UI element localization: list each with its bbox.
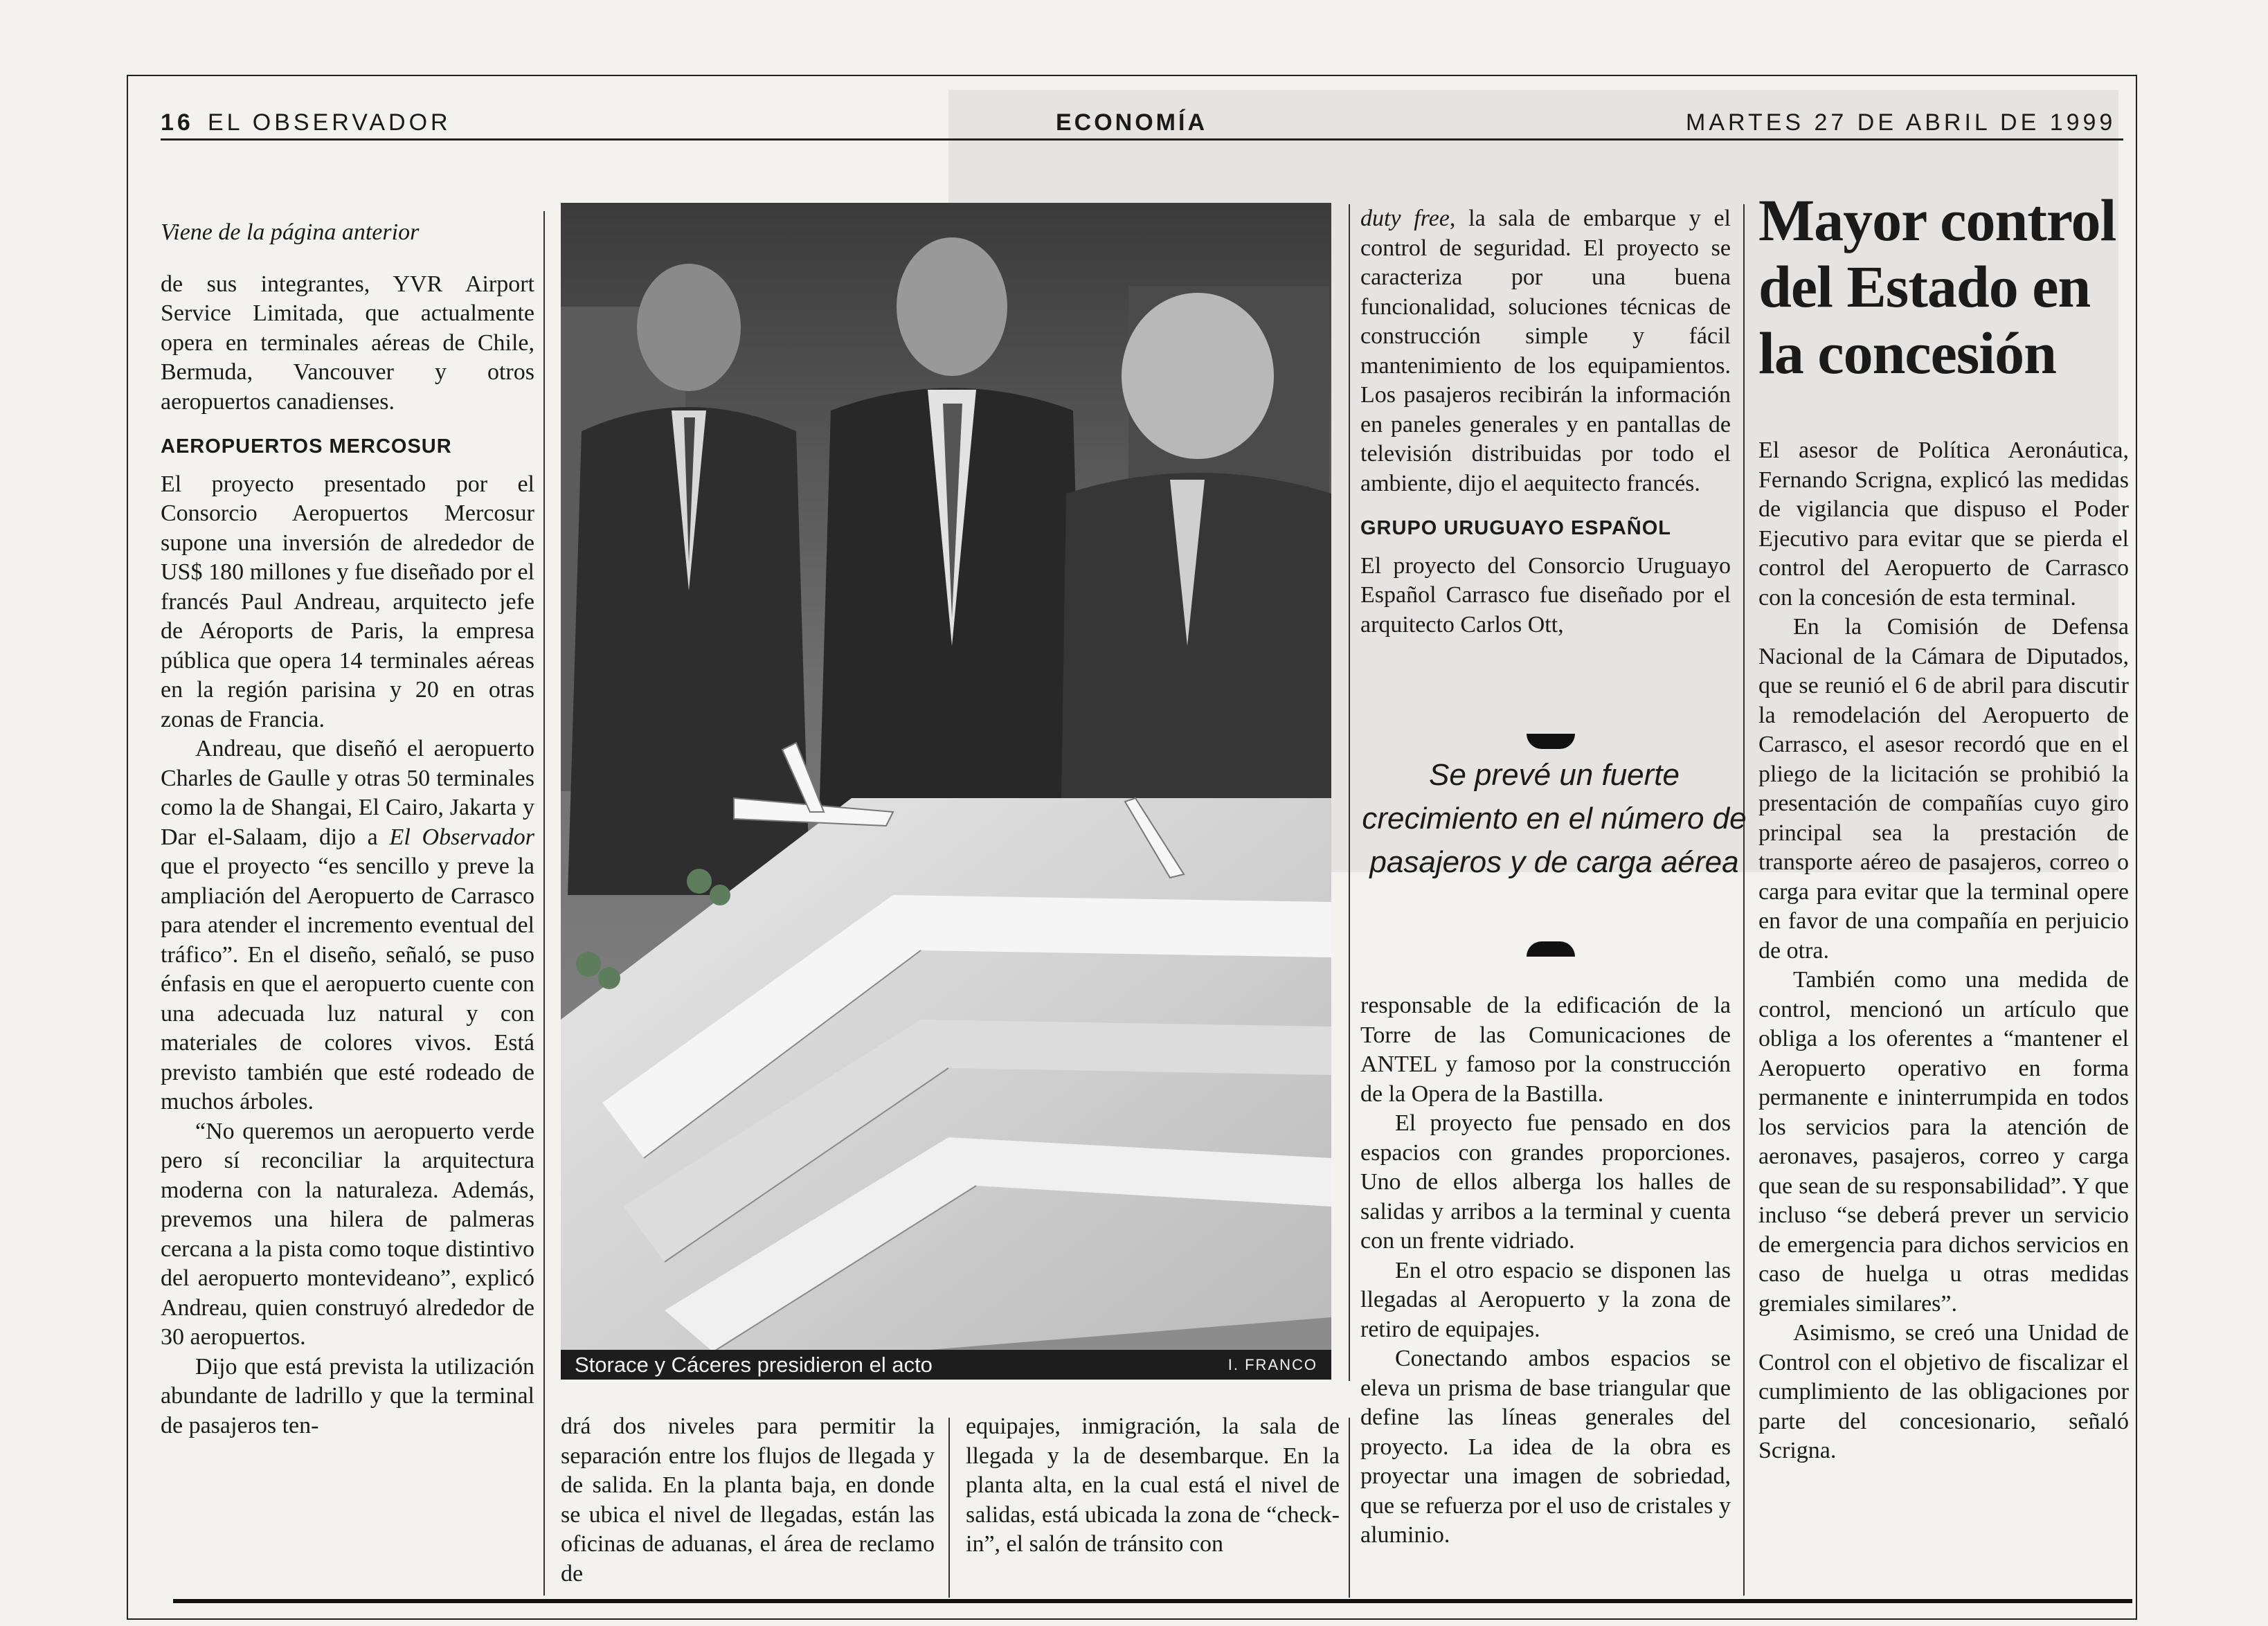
article-column-4-continued	[1360, 991, 1731, 1551]
paragraph: responsable de la edificación de la Torre de las Comunicaciones de ANTEL y famoso por la construcción de la Opera de la Bastilla.	[1360, 993, 1731, 1107]
paragraph: En el otro espacio se disponen las llegadas al Aeropuerto y la zona de retiro de equipajes.	[1360, 1257, 1731, 1342]
paragraph: Asimismo, se creó una Unidad de Control con el objetivo de fiscalizar el cumplimiento de las obligaciones por parte del concesionario, señaló Scrigna.	[1758, 1320, 2129, 1463]
column-rule	[1349, 204, 1350, 1381]
column-rule	[543, 211, 545, 1596]
article-column-4	[1360, 204, 1731, 640]
pull-quote-ornament-bottom	[1527, 941, 1575, 957]
paper-name: EL OBSERVADOR	[208, 109, 451, 136]
paragraph: Conectando ambos espacios se eleva un prisma de base triangular que define las líneas generales del proyecto. La idea de la obra es proyectar una imagen de sobriedad, que se refuerza por el uso de cristales y aluminio.	[1360, 1346, 1731, 1548]
paragraph: “No queremos un aeropuerto verde pero sí reconciliar la arquitectura moderna con la naturaleza. Además, prevemos una hilera de palmeras cercana a la pista como toque distintivo del aeropuerto montevideano”, explicó Andreau, quien construyó alrededor de 30 aeropuertos.	[161, 1118, 534, 1350]
subheading: GRUPO URUGUAYO ESPAÑOL	[1360, 517, 1671, 539]
subheading: AEROPUERTOS MERCOSUR	[161, 435, 452, 458]
paragraph: El proyecto presentado por el Consorcio Aeropuertos Mercosur supone una inversión de alrededor de US$ 180 millones y fue diseñado por el francés Paul Andreau, arquitecto jefe de Aéroports de Paris, la empresa pública que opera 14 terminales aéreas en la región parisina y 20 en otras zonas de Francia.	[161, 471, 534, 732]
person-center-head	[897, 237, 1007, 376]
article-column-1	[161, 218, 534, 1440]
photo-caption: Storace y Cáceres presidieron el acto	[575, 1353, 933, 1377]
photo-credit: I. FRANCO	[1227, 1356, 1317, 1373]
pull-quote-ornament-top	[1527, 734, 1575, 749]
person-right-head	[1122, 293, 1274, 459]
paragraph: El asesor de Política Aeronáutica, Fernando Scrigna, explicó las medidas de vigilancia que dispuso el Poder Ejecutivo para evitar que se pierda el control del Aeropuerto de Carrasco con la concesión de esta terminal.	[1758, 437, 2129, 611]
photo-caption-bar	[561, 1350, 1331, 1380]
paragraph: También como una medida de control, mencionó un artículo que obliga a los oferentes a “mantener el Aeropuerto operativo en forma permanente e ininterrumpida en todos los servicios para la atención de aeronaves, pasajeros, correo y carga que sean de su responsabilidad”. Y que incluso “se deberá prever un servicio de emergencia para dichos servicios en caso de huelga u otras medidas gremiales similares”.	[1758, 967, 2129, 1317]
article-column-3	[966, 1412, 1340, 1560]
paragraph-text: , la sala de embarque y el control de seguridad. El proyecto se caracteriza por una buena funcionalidad, soluciones técnicas de construcción simple y fácil mantenimiento de los equipamientos. Los pasajeros recibirán la información en paneles generales y en pantallas de televisión distribuidas por todo el ambiente, dijo el aequitecto francés.	[1360, 206, 1731, 496]
header-rule	[161, 138, 2123, 141]
paper-name-italic: El Observador	[389, 824, 534, 850]
paragraph	[1360, 204, 1731, 498]
paragraph: Dijo que está prevista la utilización abundante de ladrillo y que la terminal de pasajeros ten-	[161, 1353, 534, 1438]
paragraph-text: que el proyecto “es sencillo y preve la ampliación del Aeropuerto de Carrasco para atender el incremento eventual del tráfico”. En el diseño, señaló, se puso énfasis en que el aeropuerto cuente con una adecuada luz natural y con materiales de colores vivos. Está previsto también que esté rodeado de muchos árboles.	[161, 853, 534, 1114]
paragraph: En la Comisión de Defensa Nacional de la Cámara de Diputados, que se reunió el 6 de abril para discutir la remodelación del Aeropuerto de Carrasco, el asesor recordó que en el pliego de la licitación se prohibió la presentación de compañías cuyo giro principal sea la prestación de transporte aéreo de pasajeros, correo o carga para evitar que la terminal opere en favor de una compañía en perjuicio de otra.	[1758, 614, 2129, 964]
person-left-head	[637, 264, 741, 391]
paragraph	[161, 734, 534, 1117]
photo-illustration	[561, 203, 1331, 1380]
paragraph-text: Andreau, que diseñó el aeropuerto Charles de Gaulle y otras 50 terminales como la de Shangai, El Cairo, Jakarta y Dar el-Salaam, dijo a	[161, 736, 534, 850]
column-rule	[1349, 1418, 1350, 1598]
italic-term: duty free	[1360, 206, 1450, 231]
continuation-kicker: Viene de la página anterior	[161, 219, 420, 245]
column-rule	[1743, 204, 1745, 1596]
sidebar-body	[1758, 436, 2129, 1466]
pull-quote: Se prevé un fuerte crecimiento en el número de pasajeros y de carga aérea	[1362, 758, 1747, 879]
paragraph: El proyecto del Consorcio Uruguayo Español Carrasco fue diseñado por el arquitecto Carlos Ott,	[1360, 552, 1731, 638]
section-title: ECONOMÍA	[1056, 109, 1207, 136]
article-column-2	[561, 1412, 935, 1589]
paragraph: El proyecto fue pensado en dos espacios con grandes proporciones. Uno de ellos alberga los halles de salidas y arribos a la terminal y cuenta con un frente vidriado.	[1360, 1110, 1731, 1254]
paragraph: drá dos niveles para permitir la separación entre los flujos de llegada y de salida. En la planta baja, en donde se ubica el nivel de llegadas, están las oficinas de aduanas, el área de reclamo de	[561, 1413, 935, 1587]
column-rule	[948, 1418, 950, 1598]
news-photo	[561, 203, 1331, 1380]
sidebar-headline: Mayor control del Estado en la concesión	[1758, 187, 2116, 386]
page-number: 16	[161, 109, 194, 136]
paragraph: equipajes, inmigración, la sala de llegada y la de desembarque. En la planta alta, en la cual está el nivel de salidas, está ubicada la zona de “check-in”, el salón de tránsito con	[966, 1413, 1340, 1557]
bottom-rule	[173, 1599, 2132, 1603]
paragraph: de sus integrantes, YVR Airport Service Limitada, que actualmente opera en terminales aéreas de Chile, Bermuda, Vancouver y otros aeropuertos canadienses.	[161, 271, 534, 415]
issue-date: MARTES 27 DE ABRIL DE 1999	[1686, 109, 2116, 136]
